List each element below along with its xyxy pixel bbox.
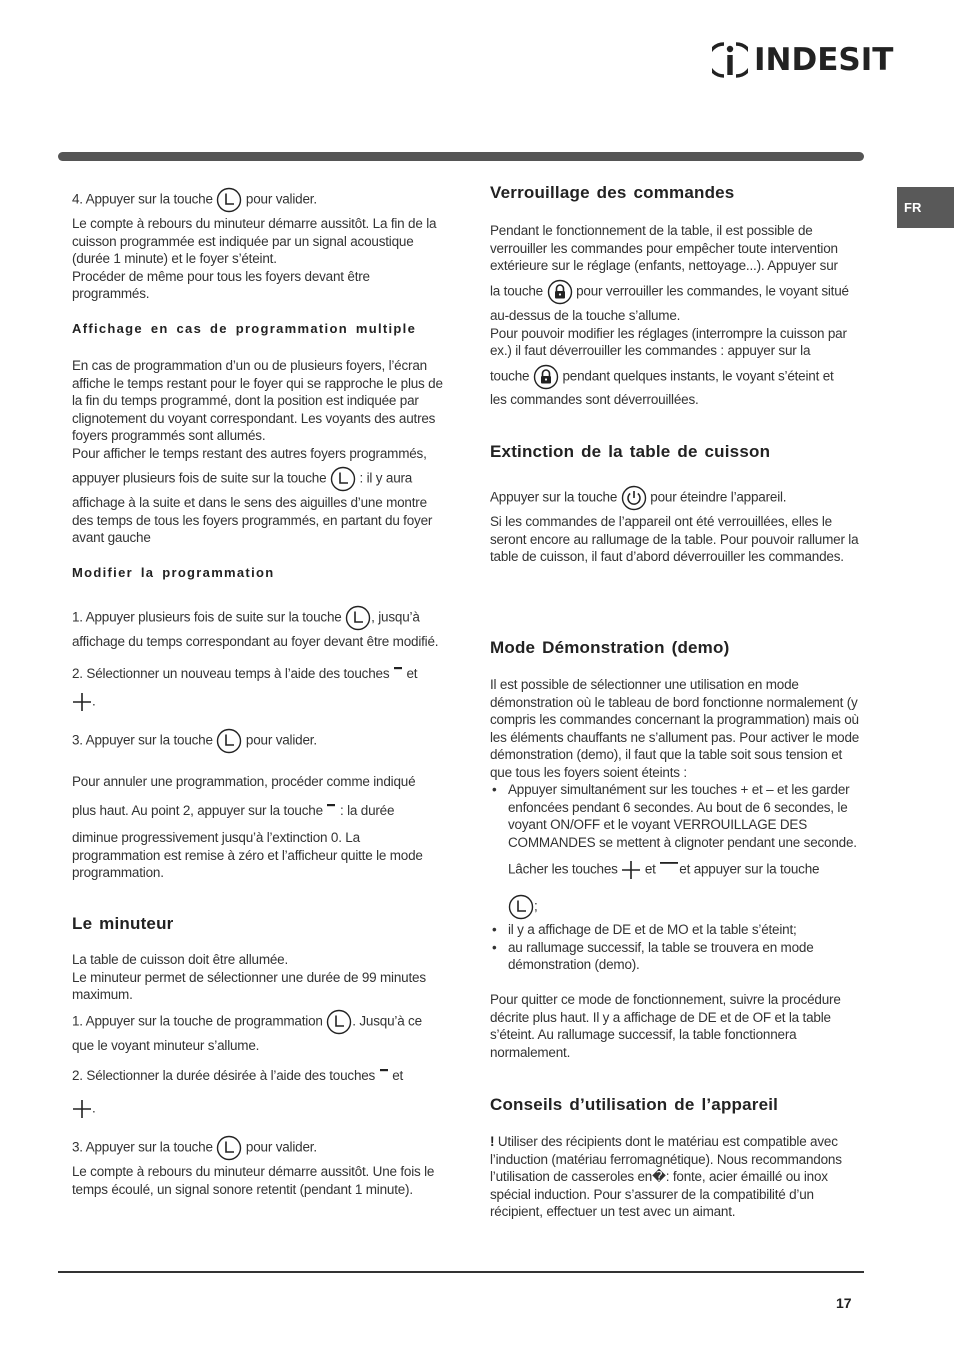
paragraph [490,391,699,409]
text: Le minuteur permet de sélectionner une durée de 99 minutes maximum. [72,969,426,1002]
paragraph [490,1133,865,1221]
text: affichage à la suite et dans le sens des aiguilles d’une montre des temps de tous les foyers programmés, en partant du foyer avant gauche [72,495,433,545]
paragraph [72,951,447,1004]
text: Le compte à rebours du minuteur démarre aussitôt. La fin de la cuisson programmée est indiquée par un signal acoustique (durée 1 minute) et le foyer s’éteint. [72,216,437,266]
text: au-dessus de la touche s’allume. [490,308,681,323]
minus-icon [659,860,679,872]
text: et [392,1068,404,1083]
text: et [406,666,418,681]
text: Pour annuler une programmation, procéder comme indiqué [72,774,416,789]
brand-name: INDESIT [754,42,894,78]
text: 1. Appuyer plusieurs fois de suite sur la touche [72,609,342,625]
text: touche [490,368,530,384]
text: il y a affichage de DE et de MO et la table s’éteint; [508,922,797,937]
text: Pendant le fonctionnement de la table, il est possible de verrouiller les commandes pour empêcher toute intervention extérieure sur le réglage (enfants, nettoyage...). Appuyer sur [490,223,838,273]
clock-icon [326,1009,352,1035]
paragraph-line [490,279,849,305]
text: pendant quelques instants, le voyant s’éteint et [562,368,834,384]
text: Si les commandes de l’appareil ont été verrouillées, elles le seront encore au rallumage de la table. Pour pouvoir rallumer la table de cuisson, il faut d’abord déverrouiller les commandes. [490,514,859,564]
minus-icon [393,665,403,675]
paragraph [490,222,865,275]
lock-icon [547,279,573,305]
minus-icon [379,1067,389,1077]
text: : il y aura [359,470,413,486]
plus-line [72,692,96,712]
heading-extinction: Extinction de la table de cuisson [490,442,771,461]
indesit-logo-icon [712,40,748,80]
demo-steps-list [490,781,865,851]
text: les commandes sont déverrouillées. [490,392,699,407]
paragraph-line [508,894,538,920]
clock-icon [508,894,534,920]
text: 4. Appuyer sur la touche [72,191,213,207]
paragraph [72,1163,447,1198]
text: et [644,861,656,877]
paragraph [490,513,865,566]
language-tab: FR [897,187,954,228]
paragraph [72,1037,259,1055]
list-item [490,921,865,939]
page-number: 17 [836,1295,852,1311]
plus-icon [72,692,92,712]
text: pour verrouiller les commandes, le voyant situé [576,283,849,299]
text: au rallumage successif, la table se trouvera en mode démonstration (demo). [508,939,814,972]
paragraph [72,215,447,303]
modify-step-1 [72,605,420,631]
text: . [92,693,96,709]
clock-icon [330,466,356,492]
plus-icon [72,1099,92,1119]
text: En cas de programmation d’un ou de plusieurs foyers, l’écran affiche le temps restant pour le foyer qui se rapproche le plus de la fin du temps programmé, dont la position est indiquée par clignotement du voyant correspondant. Les voyants des autres foyers programmés sont allumés. [72,358,443,443]
timer-step-2 [72,1067,403,1085]
paragraph-line [72,802,394,820]
paragraph [72,494,447,547]
text: 1. Appuyer sur la touche de programmation [72,1013,323,1029]
text: Pour pouvoir modifier les réglages (interrompre la cuisson par ex.) il faut déverrouiller les commandes : appuyer sur la [490,325,847,358]
text: Lâcher les touches [508,861,618,877]
text: Procéder de même pour tous les foyers devant être programmés. [72,268,370,301]
text: Il est possible de sélectionner une utilisation en mode démonstration où le tableau de bord fonctionne normalement (y compris les commandes concernant la programmation) mais où les éléments chauffants ne s’allument pas. Pour activer le mode démonstration (demo), il faut que la table soit sous tension et que tous les foyers soient éteints : [490,677,860,780]
text: Le compte à rebours du minuteur démarre aussitôt. Une fois le temps écoulé, un signal sonore retentit (pendant 1 minute). [72,1164,435,1197]
heading-modify-programming: Modifier la programmation [72,565,275,580]
text: 3. Appuyer sur la touche [72,732,213,748]
paragraph-line [72,466,412,492]
text: pour valider. [245,191,317,207]
plus-icon [621,860,641,880]
text: pour valider. [245,732,317,748]
plus-line [72,1099,96,1119]
timer-step-1 [72,1009,422,1035]
text: pour éteindre l’appareil. [650,489,787,505]
clock-icon [216,1135,242,1161]
paragraph [72,633,447,651]
text: que le voyant minuteur s’allume. [72,1038,260,1053]
paragraph [490,307,865,360]
text: Appuyer sur la touche [490,489,618,505]
text: plus haut. Au point 2, appuyer sur la touche [72,803,323,818]
modify-step-3 [72,728,317,754]
text: et appuyer sur la touche [679,861,820,877]
text: la touche [490,283,543,299]
text: , jusqu’à [371,609,420,625]
text: 3. Appuyer sur la touche [72,1139,213,1155]
warning-mark: ! [490,1134,495,1149]
clock-icon [216,728,242,754]
list-item [490,939,865,974]
timer-step-3 [72,1135,317,1161]
text: Pour afficher le temps restant des autres foyers programmés, [72,445,427,461]
step-4-validate [72,187,317,213]
minus-icon [326,802,336,812]
text: 2. Sélectionner la durée désirée à l’aide des touches [72,1068,376,1083]
paragraph [72,773,415,791]
text: . [92,1100,96,1116]
list-item [490,781,865,851]
text: Appuyer simultanément sur les touches + et – et les garder enfoncées pendant 6 secondes. Au bout de 6 secondes, le voyant ON/OFF et le voyant VERROUILLAGE DES COMMANDES se mettent à clignoter pendant une seconde. [508,782,857,850]
text: . Jusqu’à ce [352,1013,422,1029]
text: : la durée [340,803,395,818]
demo-steps-list [490,921,865,974]
power-icon [621,485,647,511]
paragraph [490,991,865,1061]
paragraph-line [508,860,819,880]
heading-mode-demo: Mode Démonstration (demo) [490,638,730,657]
text: 2. Sélectionner un nouveau temps à l’aide des touches [72,666,390,681]
text: appuyer plusieurs fois de suite sur la touche [72,470,327,486]
heading-multiple-programming: Affichage en cas de programmation multiple [72,321,417,336]
indesit-logo [712,38,893,82]
text: Utiliser des récipients dont le matériau est compatible avec l’induction (matériau ferromagnétique). Nous recommandons l’utilisation de casseroles en�: fonte, acier émaillé ou inox spécial induction. Pour s’assurer de la compatibilité d’un récipient, effectuer un test avec un aimant. [490,1134,842,1219]
heading-le-minuteur: Le minuteur [72,914,174,933]
clock-icon [345,605,371,631]
footer-rule [58,1271,864,1273]
text: pour valider. [245,1139,317,1155]
text: Pour quitter ce mode de fonctionnement, suivre la procédure décrite plus haut. Il y a affichage de DE et de OF et la table s’éteint. Au rallumage successif, la table fonctionnera normalement. [490,992,841,1060]
paragraph [490,921,865,974]
text: ; [534,898,538,914]
paragraph [490,676,865,851]
clock-icon [216,187,242,213]
paragraph [72,829,447,882]
heading-conseils: Conseils d’utilisation de l’appareil [490,1095,779,1114]
paragraph-line [490,364,834,390]
lock-icon [533,364,559,390]
paragraph [72,357,447,462]
text: La table de cuisson doit être allumée. [72,952,289,967]
text: diminue progressivement jusqu’à l’extinction 0. La programmation est remise à zéro et l’afficheur quitte le mode programmation. [72,830,423,880]
modify-step-2 [72,665,417,683]
header-bar [58,152,864,161]
text: affichage du temps correspondant au foyer devant être modifié. [72,634,439,649]
heading-verrouillage: Verrouillage des commandes [490,183,735,202]
paragraph-line [490,485,786,511]
